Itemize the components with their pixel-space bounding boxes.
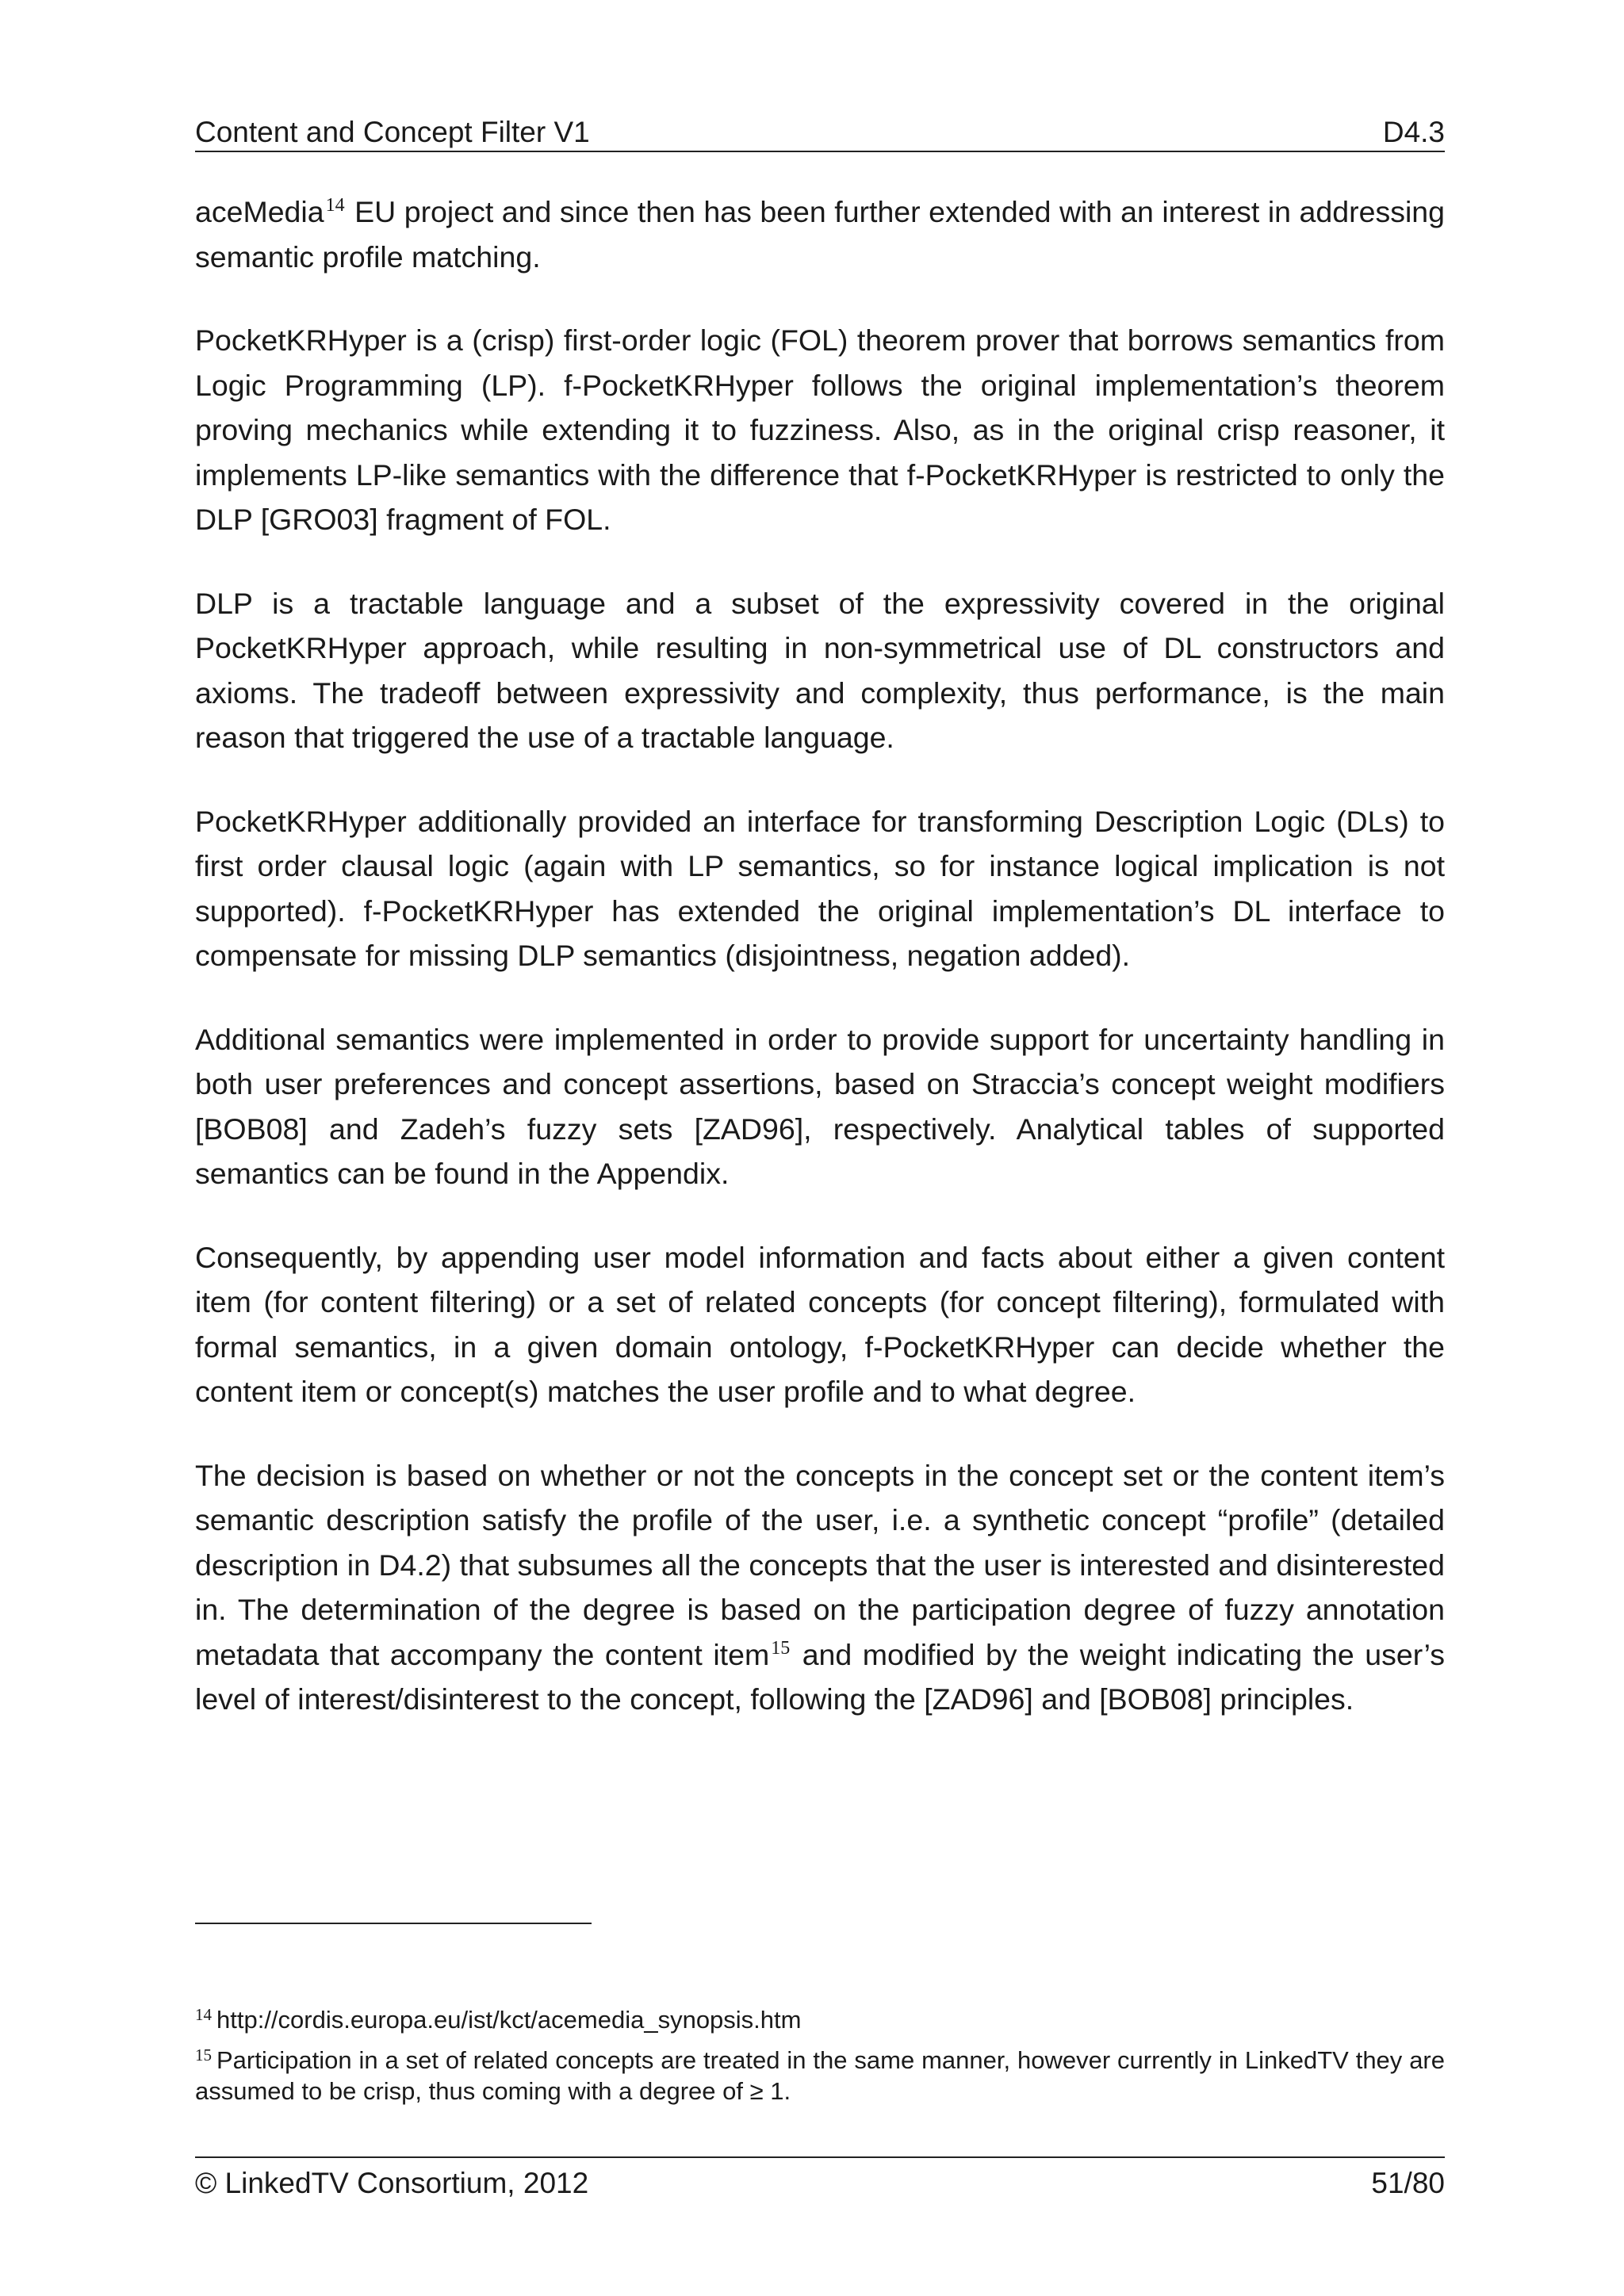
paragraph-5: Additional semantics were implemented in order to provide support for uncertainty handling in both user preferences and concept assertions, based on Straccia’s concept weight modifiers [BOB08] and Zadeh’s fuzzy sets [ZAD96], respectively. Analytical tables of supported semantics can be found in the Appendix. <box>195 1022 1445 1190</box>
footnote-separator <box>195 1923 592 1924</box>
footnote-number: 14 <box>195 2005 212 2024</box>
footnote-number: 15 <box>195 2045 212 2064</box>
footnote-ref-14[interactable]: 14 <box>325 195 345 216</box>
footnote-link[interactable]: http://cordis.europa.eu/ist/kct/acemedia_synopsis.htm <box>216 2006 802 2034</box>
footnote-15 <box>195 2045 1445 2107</box>
paragraph-1 <box>195 189 1445 279</box>
paragraph-7-end: and modified by the weight indicating the user’s level of interest/disinterest to the concept, following the [ZAD96] and [BOB08] principles. <box>195 1637 1445 1716</box>
footnote-text: Participation in a set of related concepts are treated in the same manner, however currently in LinkedTV they are assumed to be crisp, thus coming with a degree of ≥ 1. <box>195 2046 1445 2105</box>
footnote-ref-15[interactable]: 15 <box>771 1637 791 1659</box>
paragraph-7-start: The decision is based on whether or not the concepts in the concept set or the content item’s semantic description satisfy the profile of the user, i.e. a synthetic concept “profile” (detailed description in D4.2) that subsumes all the concepts that the user is interested and disinterested in. The determination of the degree is based on the participation degree of fuzzy annotation metadata that accompany the content item <box>195 1458 1445 1671</box>
document-id: D4.3 <box>1382 116 1445 148</box>
footnote-14 <box>195 2004 1445 2035</box>
copyright: © LinkedTV Consortium, 2012 <box>195 2167 589 2199</box>
body-text <box>195 189 1445 1761</box>
paragraph-3: DLP is a tractable language and a subset of the expressivity covered in the original PocketKRHyper approach, while resulting in non-symmetrical use of DL constructors and axioms. The tradeoff between expressivity and complexity, thus performance, is the main reason that triggered the use of a tractable language. <box>195 586 1445 754</box>
paragraph-1-end: EU project and since then has been further extended with an interest in addressing semantic profile matching. <box>195 195 1445 274</box>
page-header <box>195 113 1445 152</box>
page-footer <box>195 2156 1445 2202</box>
paragraph-4: PocketKRHyper additionally provided an interface for transforming Description Logic (DLs) to first order clausal logic (again with LP semantics, so for instance logical implication is not supported). f-PocketKRHyper has extended the original implementation’s DL interface to compensate for missing DLP semantics (disjointness, negation added). <box>195 804 1445 972</box>
paragraph-2: PocketKRHyper is a (crisp) first-order logic (FOL) theorem prover that borrows semantics from Logic Programming (LP). f-PocketKRHyper follows the original implementation’s theorem proving mechanics while extending it to fuzziness. Also, as in the original crisp reasoner, it implements LP-like semantics with the difference that f-PocketKRHyper is restricted to only the DLP [GRO03] fragment of FOL. <box>195 323 1445 536</box>
page-number: 51/80 <box>1371 2167 1445 2199</box>
paragraph-7 <box>195 1453 1445 1722</box>
footnotes <box>195 2004 1445 2116</box>
paragraph-6: Consequently, by appending user model information and facts about either a given content item (for content filtering) or a set of related concepts (for concept filtering), formulated with formal semantics, in a given domain ontology, f-PocketKRHyper can decide whether the content item or concept(s) matches the user profile and to what degree. <box>195 1240 1445 1408</box>
paragraph-1-start: aceMedia <box>195 195 324 228</box>
document-title: Content and Concept Filter V1 <box>195 116 590 148</box>
